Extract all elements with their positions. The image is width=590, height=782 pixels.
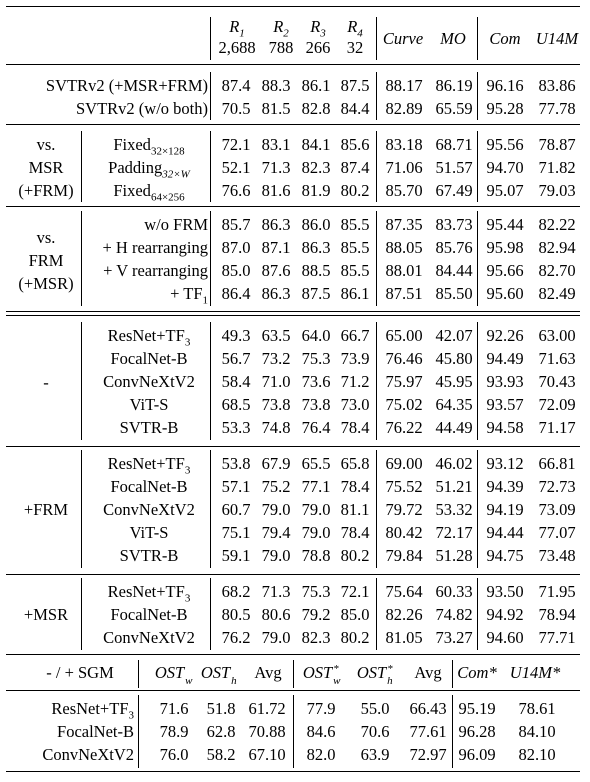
plus-frm-value: 75.2 bbox=[261, 477, 291, 496]
column-divider bbox=[376, 578, 377, 650]
plus-msr-value: 74.82 bbox=[435, 605, 473, 624]
plus-frm-value: 75.1 bbox=[221, 523, 251, 542]
base-value: 49.3 bbox=[221, 326, 251, 345]
block1-value: 87.4 bbox=[221, 76, 251, 95]
header-ostw: OST w bbox=[154, 663, 193, 687]
header-divider bbox=[376, 17, 377, 60]
row-label: $ResNet+TF_3$ bbox=[107, 582, 191, 605]
plus-frm-value: 69.00 bbox=[385, 454, 423, 473]
frm-value: 85.50 bbox=[435, 284, 473, 303]
row-label: FocalNet-B bbox=[110, 477, 188, 496]
base-value: 73.0 bbox=[340, 395, 370, 414]
msr-value: 71.06 bbox=[385, 158, 423, 177]
group-label: FRM bbox=[28, 251, 64, 270]
plus-frm-value: 57.1 bbox=[221, 477, 251, 496]
base-value: 73.8 bbox=[261, 395, 291, 414]
column-divider bbox=[376, 450, 377, 568]
plus-frm-value: 79.0 bbox=[261, 546, 291, 565]
column-divider bbox=[477, 322, 478, 440]
group-label: +FRM bbox=[23, 500, 69, 519]
frm-value: 86.3 bbox=[261, 284, 291, 303]
base-value: 45.80 bbox=[435, 349, 473, 368]
frm-value: 86.1 bbox=[340, 284, 370, 303]
row-label: ConvNeXtV2 bbox=[103, 628, 195, 647]
base-value: 75.3 bbox=[301, 349, 331, 368]
frm-value: 86.0 bbox=[301, 215, 331, 234]
column-divider bbox=[210, 450, 211, 568]
block1-value: 95.28 bbox=[486, 99, 524, 118]
plus-frm-value: 51.21 bbox=[435, 477, 473, 496]
sgm-value: 63.9 bbox=[360, 745, 390, 764]
block-rule bbox=[6, 124, 580, 125]
frm-value: 87.6 bbox=[261, 261, 291, 280]
sgm-value: 71.6 bbox=[159, 699, 189, 718]
sgm-value: 84.6 bbox=[306, 722, 336, 741]
msr-value: 76.6 bbox=[221, 181, 251, 200]
column-divider bbox=[376, 131, 377, 202]
block1-value: 82.89 bbox=[385, 99, 423, 118]
header-r2: $R_2$ bbox=[273, 17, 289, 40]
column-divider bbox=[138, 660, 139, 688]
plus-frm-value: 77.1 bbox=[301, 477, 331, 496]
block1-value: 81.5 bbox=[261, 99, 291, 118]
header-r3: $R_3$ bbox=[310, 17, 326, 40]
base-value: 42.07 bbox=[435, 326, 473, 345]
block1-value: 88.3 bbox=[261, 76, 291, 95]
base-value: 72.09 bbox=[538, 395, 576, 414]
base-value: 73.2 bbox=[261, 349, 291, 368]
frm-value: 86.3 bbox=[261, 215, 291, 234]
header-u14m-star: U14M* bbox=[509, 663, 561, 682]
plus-frm-value: 94.44 bbox=[486, 523, 524, 542]
row-label: + $TF_1$ bbox=[170, 284, 208, 307]
block1-value: 87.5 bbox=[340, 76, 370, 95]
frm-value: 95.98 bbox=[486, 238, 524, 257]
msr-value: 94.70 bbox=[486, 158, 524, 177]
sgm-value: 70.88 bbox=[248, 722, 286, 741]
base-value: 76.46 bbox=[385, 349, 423, 368]
header-u14m: U14M bbox=[535, 29, 579, 48]
plus-msr-value: 79.2 bbox=[301, 605, 331, 624]
row-label: Padding$_{32\times W}$ bbox=[108, 158, 190, 181]
plus-frm-value: 77.07 bbox=[538, 523, 576, 542]
plus-frm-value: 80.42 bbox=[385, 523, 423, 542]
row-label: ConvNeXtV2 bbox=[103, 500, 195, 519]
header-count-r4: 32 bbox=[346, 38, 364, 57]
row-label: + V rearranging bbox=[103, 261, 208, 280]
frm-value: 82.49 bbox=[538, 284, 576, 303]
column-divider bbox=[210, 578, 211, 650]
sgm-value: 96.28 bbox=[458, 722, 496, 741]
group-label: (+MSR) bbox=[18, 274, 74, 293]
plus-msr-value: 81.05 bbox=[385, 628, 423, 647]
header-mo: MO bbox=[440, 29, 466, 48]
msr-value: 80.2 bbox=[340, 181, 370, 200]
sgm-value: 76.0 bbox=[159, 745, 189, 764]
column-divider bbox=[138, 695, 139, 768]
plus-frm-value: 79.0 bbox=[301, 500, 331, 519]
sgm-value: 82.0 bbox=[306, 745, 336, 764]
plus-msr-value: 73.27 bbox=[435, 628, 473, 647]
plus-frm-value: 72.73 bbox=[538, 477, 576, 496]
plus-msr-value: 75.64 bbox=[385, 582, 423, 601]
row-label: ConvNeXtV2 bbox=[42, 745, 134, 764]
msr-value: 83.18 bbox=[385, 135, 423, 154]
sgm-value: 96.09 bbox=[458, 745, 496, 764]
row-label: $ResNet+TF_3$ bbox=[51, 699, 134, 722]
column-divider bbox=[376, 322, 377, 440]
msr-value: 51.57 bbox=[435, 158, 473, 177]
msr-value: 68.71 bbox=[435, 135, 473, 154]
plus-frm-value: 65.8 bbox=[340, 454, 370, 473]
column-divider bbox=[81, 450, 82, 568]
plus-frm-value: 72.17 bbox=[435, 523, 473, 542]
header-curve: Curve bbox=[382, 29, 424, 48]
sgm-label: - / + SGM bbox=[46, 663, 114, 682]
plus-msr-value: 68.2 bbox=[221, 582, 251, 601]
base-value: 71.0 bbox=[261, 372, 291, 391]
plus-msr-value: 80.2 bbox=[340, 628, 370, 647]
plus-frm-value: 81.1 bbox=[340, 500, 370, 519]
plus-frm-value: 51.28 bbox=[435, 546, 473, 565]
row-label: SVTRv2 (w/o both) bbox=[76, 99, 208, 118]
sgm-value: 78.61 bbox=[518, 699, 556, 718]
msr-value: 81.9 bbox=[301, 181, 331, 200]
header-rule bbox=[6, 64, 580, 65]
plus-frm-value: 79.0 bbox=[261, 500, 291, 519]
msr-value: 95.56 bbox=[486, 135, 524, 154]
base-value: 65.00 bbox=[385, 326, 423, 345]
base-value: 76.4 bbox=[301, 418, 331, 437]
row-label: FocalNet-B bbox=[110, 605, 188, 624]
plus-msr-value: 94.60 bbox=[486, 628, 524, 647]
base-value: 92.26 bbox=[486, 326, 524, 345]
msr-value: 52.1 bbox=[221, 158, 251, 177]
base-value: 56.7 bbox=[221, 349, 251, 368]
sgm-header-rule bbox=[6, 690, 580, 691]
plus-msr-value: 72.1 bbox=[340, 582, 370, 601]
sgm-value: 58.2 bbox=[206, 745, 236, 764]
header-avg: Avg bbox=[254, 663, 282, 682]
plus-msr-value: 71.95 bbox=[538, 582, 576, 601]
frm-value: 88.01 bbox=[385, 261, 423, 280]
sgm-value: 77.9 bbox=[306, 699, 336, 718]
plus-msr-value: 76.2 bbox=[221, 628, 251, 647]
sgm-value: 51.8 bbox=[206, 699, 236, 718]
column-divider bbox=[477, 72, 478, 120]
sgm-value: 62.8 bbox=[206, 722, 236, 741]
top-rule bbox=[6, 6, 580, 7]
frm-value: 85.5 bbox=[340, 261, 370, 280]
block-rule bbox=[6, 574, 580, 575]
header-divider bbox=[477, 17, 478, 60]
base-value: 64.0 bbox=[301, 326, 331, 345]
base-value: 71.63 bbox=[538, 349, 576, 368]
column-divider bbox=[210, 322, 211, 440]
row-label: FocalNet-B bbox=[110, 349, 188, 368]
plus-msr-value: 77.71 bbox=[538, 628, 576, 647]
plus-msr-value: 80.6 bbox=[261, 605, 291, 624]
frm-value: 87.0 bbox=[221, 238, 251, 257]
base-value: 93.93 bbox=[486, 372, 524, 391]
header-ostw-star: OST * w bbox=[302, 663, 341, 687]
header-r4: $R_4$ bbox=[347, 17, 363, 40]
frm-value: 83.73 bbox=[435, 215, 473, 234]
frm-value: 84.44 bbox=[435, 261, 473, 280]
header-com: Com bbox=[489, 29, 521, 48]
plus-frm-value: 60.7 bbox=[221, 500, 251, 519]
base-value: 63.5 bbox=[261, 326, 291, 345]
sgm-value: 82.10 bbox=[518, 745, 556, 764]
sgm-value: 78.9 bbox=[159, 722, 189, 741]
plus-frm-value: 73.48 bbox=[538, 546, 576, 565]
row-label: w/o FRM bbox=[144, 215, 208, 234]
plus-frm-value: 80.2 bbox=[340, 546, 370, 565]
group-label: (+FRM) bbox=[18, 181, 74, 200]
msr-value: 83.1 bbox=[261, 135, 291, 154]
msr-value: 71.82 bbox=[538, 158, 576, 177]
row-label: ViT-S bbox=[129, 395, 169, 414]
row-label: ViT-S bbox=[129, 523, 169, 542]
plus-msr-value: 93.50 bbox=[486, 582, 524, 601]
msr-value: 87.4 bbox=[340, 158, 370, 177]
plus-frm-value: 53.32 bbox=[435, 500, 473, 519]
frm-value: 82.22 bbox=[538, 215, 576, 234]
frm-value: 85.5 bbox=[340, 238, 370, 257]
base-value: 66.7 bbox=[340, 326, 370, 345]
sgm-value: 84.10 bbox=[518, 722, 556, 741]
column-divider bbox=[376, 211, 377, 306]
plus-frm-value: 93.12 bbox=[486, 454, 524, 473]
block1-value: 77.78 bbox=[538, 99, 576, 118]
header-avg2: Avg bbox=[414, 663, 442, 682]
base-value: 73.6 bbox=[301, 372, 331, 391]
header-osth: OST h bbox=[200, 663, 237, 687]
column-divider bbox=[81, 578, 82, 650]
base-value: 70.43 bbox=[538, 372, 576, 391]
sgm-value: 67.10 bbox=[248, 745, 286, 764]
base-value: 94.49 bbox=[486, 349, 524, 368]
plus-frm-value: 94.19 bbox=[486, 500, 524, 519]
header-osth-star: OST * h bbox=[356, 663, 393, 687]
row-label: SVTRv2 (+MSR+FRM) bbox=[45, 76, 208, 95]
row-label: + H rearranging bbox=[102, 238, 208, 257]
group-label: MSR bbox=[28, 158, 64, 177]
base-value: 73.8 bbox=[301, 395, 331, 414]
bottom-rule bbox=[6, 771, 580, 772]
double-rule-bottom bbox=[6, 315, 580, 316]
column-divider bbox=[293, 660, 294, 688]
group-label: +MSR bbox=[23, 605, 69, 624]
plus-frm-value: 79.4 bbox=[261, 523, 291, 542]
column-divider bbox=[376, 72, 377, 120]
plus-frm-value: 59.1 bbox=[221, 546, 251, 565]
plus-msr-value: 79.0 bbox=[261, 628, 291, 647]
plus-frm-value: 65.5 bbox=[301, 454, 331, 473]
block1-value: 86.19 bbox=[435, 76, 473, 95]
base-value: 76.22 bbox=[385, 418, 423, 437]
row-label: FocalNet-B bbox=[57, 722, 134, 741]
header-count-r2: 788 bbox=[268, 38, 294, 57]
sgm-value: 61.72 bbox=[248, 699, 286, 718]
msr-value: 71.3 bbox=[261, 158, 291, 177]
plus-frm-value: 73.09 bbox=[538, 500, 576, 519]
base-value: 45.95 bbox=[435, 372, 473, 391]
plus-msr-value: 75.3 bbox=[301, 582, 331, 601]
base-value: 75.97 bbox=[385, 372, 423, 391]
sgm-value: 70.6 bbox=[360, 722, 390, 741]
msr-value: 82.3 bbox=[301, 158, 331, 177]
frm-value: 95.66 bbox=[486, 261, 524, 280]
plus-msr-value: 82.26 bbox=[385, 605, 423, 624]
frm-value: 85.0 bbox=[221, 261, 251, 280]
base-value: 75.02 bbox=[385, 395, 423, 414]
plus-frm-value: 79.84 bbox=[385, 546, 423, 565]
plus-frm-value: 67.9 bbox=[261, 454, 291, 473]
header-com-star: Com* bbox=[457, 663, 497, 682]
plus-msr-value: 60.33 bbox=[435, 582, 473, 601]
column-divider bbox=[293, 695, 294, 768]
row-label: Fixed$_{64\times 256}$ bbox=[113, 181, 185, 204]
plus-msr-value: 80.5 bbox=[221, 605, 251, 624]
block-rule bbox=[6, 446, 580, 447]
msr-value: 85.70 bbox=[385, 181, 423, 200]
frm-value: 85.76 bbox=[435, 238, 473, 257]
frm-value: 86.4 bbox=[221, 284, 251, 303]
header-r1: $R_1$ bbox=[229, 17, 245, 40]
base-value: 74.8 bbox=[261, 418, 291, 437]
group-label: vs. bbox=[36, 228, 56, 247]
frm-value: 82.70 bbox=[538, 261, 576, 280]
block1-value: 86.1 bbox=[301, 76, 331, 95]
plus-frm-value: 79.0 bbox=[301, 523, 331, 542]
frm-value: 87.5 bbox=[301, 284, 331, 303]
block1-value: 65.59 bbox=[435, 99, 473, 118]
block1-value: 83.86 bbox=[538, 76, 576, 95]
column-divider bbox=[210, 211, 211, 306]
plus-frm-value: 79.72 bbox=[385, 500, 423, 519]
row-label: SVTR-B bbox=[119, 418, 179, 437]
sgm-value: 95.19 bbox=[458, 699, 496, 718]
plus-msr-value: 78.94 bbox=[538, 605, 576, 624]
header-count-r1: 2,688 bbox=[218, 38, 256, 57]
base-value: 53.3 bbox=[221, 418, 251, 437]
block-rule bbox=[6, 206, 580, 207]
base-value: 64.35 bbox=[435, 395, 473, 414]
msr-value: 85.6 bbox=[340, 135, 370, 154]
frm-value: 87.1 bbox=[261, 238, 291, 257]
sgm-value: 77.61 bbox=[409, 722, 447, 741]
frm-value: 95.60 bbox=[486, 284, 524, 303]
plus-msr-value: 82.3 bbox=[301, 628, 331, 647]
msr-value: 78.87 bbox=[538, 135, 576, 154]
frm-value: 87.35 bbox=[385, 215, 423, 234]
base-value: 58.4 bbox=[221, 372, 251, 391]
base-value: 71.17 bbox=[538, 418, 576, 437]
row-label: $ResNet+TF_3$ bbox=[107, 454, 191, 477]
plus-frm-value: 75.52 bbox=[385, 477, 423, 496]
column-divider bbox=[210, 72, 211, 120]
plus-frm-value: 78.4 bbox=[340, 477, 370, 496]
double-rule-top bbox=[6, 311, 580, 312]
column-divider bbox=[452, 660, 453, 688]
base-value: 93.57 bbox=[486, 395, 524, 414]
base-value: 73.9 bbox=[340, 349, 370, 368]
plus-frm-value: 46.02 bbox=[435, 454, 473, 473]
msr-value: 79.03 bbox=[538, 181, 576, 200]
msr-value: 95.07 bbox=[486, 181, 524, 200]
plus-msr-value: 85.0 bbox=[340, 605, 370, 624]
plus-frm-value: 66.81 bbox=[538, 454, 576, 473]
column-divider bbox=[452, 695, 453, 768]
block1-value: 70.5 bbox=[221, 99, 251, 118]
base-value: 94.58 bbox=[486, 418, 524, 437]
plus-frm-value: 78.4 bbox=[340, 523, 370, 542]
row-label: ConvNeXtV2 bbox=[103, 372, 195, 391]
row-label: $ResNet+TF_3$ bbox=[107, 326, 191, 349]
frm-value: 88.05 bbox=[385, 238, 423, 257]
plus-frm-value: 53.8 bbox=[221, 454, 251, 473]
plus-frm-value: 94.75 bbox=[486, 546, 524, 565]
column-divider bbox=[81, 131, 82, 202]
plus-msr-value: 94.92 bbox=[486, 605, 524, 624]
sgm-value: 66.43 bbox=[409, 699, 447, 718]
block1-value: 84.4 bbox=[340, 99, 370, 118]
block1-value: 96.16 bbox=[486, 76, 524, 95]
row-label: SVTR-B bbox=[119, 546, 179, 565]
plus-msr-value: 71.3 bbox=[261, 582, 291, 601]
column-divider bbox=[81, 322, 82, 440]
group-label: vs. bbox=[36, 135, 56, 154]
row-label: Fixed$_{32\times 128}$ bbox=[113, 135, 185, 158]
frm-value: 88.5 bbox=[301, 261, 331, 280]
msr-value: 84.1 bbox=[301, 135, 331, 154]
column-divider bbox=[477, 211, 478, 306]
frm-value: 82.94 bbox=[538, 238, 576, 257]
base-value: 63.00 bbox=[538, 326, 576, 345]
header-divider bbox=[210, 17, 211, 60]
frm-value: 95.44 bbox=[486, 215, 524, 234]
block1-value: 82.8 bbox=[301, 99, 331, 118]
frm-value: 85.5 bbox=[340, 215, 370, 234]
column-divider bbox=[477, 131, 478, 202]
frm-value: 86.3 bbox=[301, 238, 331, 257]
frm-value: 85.7 bbox=[221, 215, 251, 234]
sgm-value: 72.97 bbox=[409, 745, 447, 764]
column-divider bbox=[477, 450, 478, 568]
sgm-value: 55.0 bbox=[360, 699, 390, 718]
frm-value: 87.51 bbox=[385, 284, 423, 303]
msr-value: 72.1 bbox=[221, 135, 251, 154]
column-divider bbox=[210, 131, 211, 202]
msr-value: 67.49 bbox=[435, 181, 473, 200]
base-value: 78.4 bbox=[340, 418, 370, 437]
plus-frm-value: 94.39 bbox=[486, 477, 524, 496]
column-divider bbox=[81, 211, 82, 306]
block1-value: 88.17 bbox=[385, 76, 423, 95]
group-label: - bbox=[43, 373, 49, 392]
base-value: 44.49 bbox=[435, 418, 473, 437]
msr-value: 81.6 bbox=[261, 181, 291, 200]
header-count-r3: 266 bbox=[305, 38, 331, 57]
base-value: 71.2 bbox=[340, 372, 370, 391]
base-value: 68.5 bbox=[221, 395, 251, 414]
block-rule bbox=[6, 654, 580, 655]
column-divider bbox=[477, 578, 478, 650]
plus-frm-value: 78.8 bbox=[301, 546, 331, 565]
